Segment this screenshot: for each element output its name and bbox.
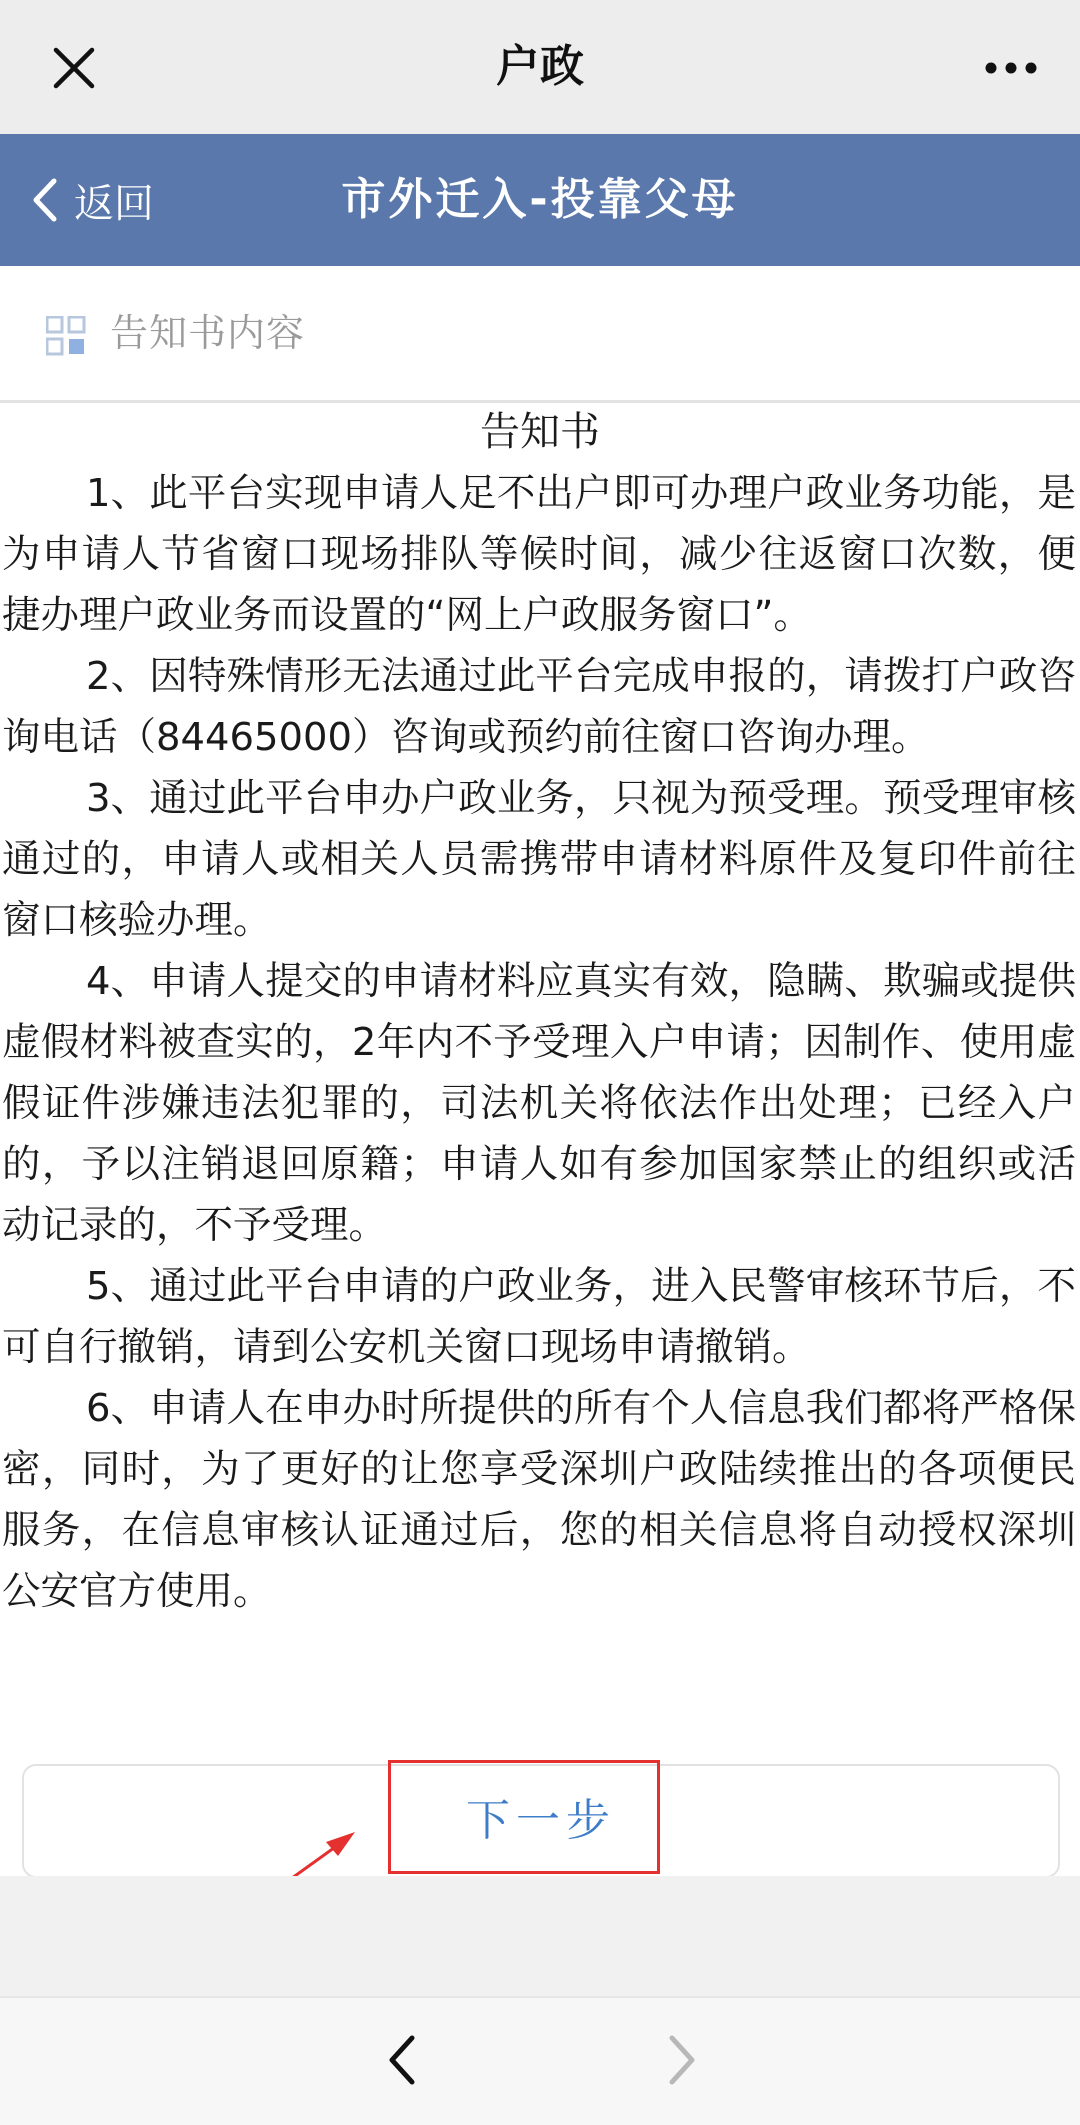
notice-paragraph: 4、申请人提交的申请材料应真实有效，隐瞒、欺骗或提供虚假材料被查实的，2年内不予受理入户申请；因制作、使用虚假证件涉嫌违法犯罪的，司法机关将依法作出处理；已经入户的，予以注销退回原籍；申请人如有参加国家禁止的组织或活动记录的，不予受理。	[2, 959, 1076, 1248]
notice-paragraph: 3、通过此平台申办户政业务，只视为预受理。预受理审核通过的，申请人或相关人员需携带申请材料原件及复印件前往窗口核验办理。	[2, 776, 1076, 943]
notice-paragraph: 2、因特殊情形无法通过此平台完成申报的，请拨打户政咨询电话（84465000）咨询或预约前往窗口咨询办理。	[2, 654, 1076, 760]
notice-title: 告知书	[480, 409, 600, 455]
notice-paragraph: 6、申请人在申办时所提供的所有个人信息我们都将严格保密，同时，为了更好的让您享受深圳户政陆续推出的各项便民服务，在信息审核认证通过后，您的相关信息将自动授权深圳公安官方使用。	[2, 1386, 1076, 1614]
chevron-right-icon[interactable]	[666, 2032, 700, 2088]
back-label: 返回	[74, 180, 154, 227]
section-header	[0, 266, 1080, 403]
wechat-top-bar	[0, 0, 1080, 134]
notice-paragraph: 1、此平台实现申请人足不出户即可办理户政业务功能，是为申请人节省窗口现场排队等候时间，减少往返窗口次数，便捷办理户政业务而设置的“网上户政服务窗口”。	[2, 471, 1076, 638]
notice-content	[0, 402, 1080, 1622]
section-label: 告知书内容	[110, 311, 306, 355]
bottom-nav-bar	[0, 1996, 1080, 2125]
page-title: 市外迁入-投靠父母	[341, 174, 739, 225]
more-dots-icon[interactable]	[982, 58, 1040, 78]
grid-icon	[46, 316, 86, 356]
highlight-box	[388, 1760, 660, 1874]
spacer-area	[0, 1876, 1080, 1996]
window-title: 户政	[496, 41, 584, 92]
next-step-button[interactable]: 下一步	[466, 1795, 616, 1846]
page-header	[0, 134, 1080, 266]
notice-paragraph: 5、通过此平台申请的户政业务，进入民警审核环节后，不可自行撤销，请到公安机关窗口现场申请撤销。	[2, 1264, 1076, 1370]
chevron-left-icon[interactable]	[384, 2032, 418, 2088]
